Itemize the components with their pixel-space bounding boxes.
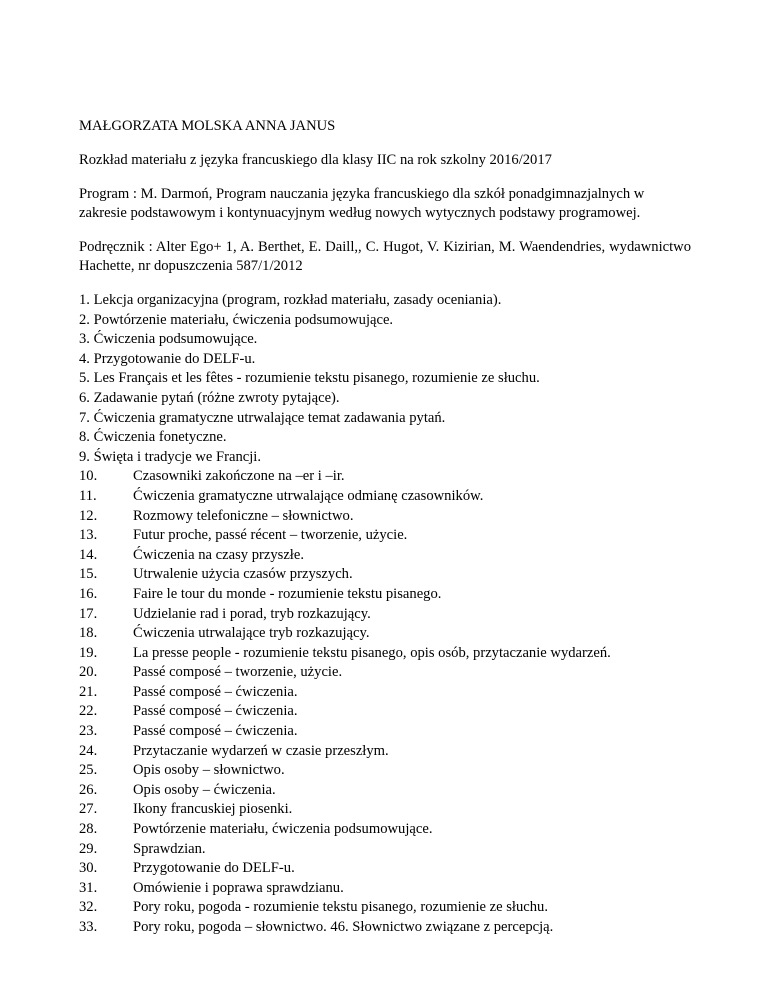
lesson-item — [79, 330, 691, 350]
lesson-item — [79, 448, 691, 468]
lesson-text: Ćwiczenia utrwalające tryb rozkazujący. — [133, 625, 370, 642]
lesson-text: Pory roku, pogoda - rozumienie tekstu pisanego, rozumienie ze słuchu. — [133, 899, 549, 916]
lesson-number: 11. — [79, 487, 97, 504]
lesson-item — [79, 702, 691, 722]
lesson-number: 10. — [79, 468, 98, 485]
lesson-text: Ćwiczenia fonetyczne. — [93, 429, 227, 446]
lesson-text: Faire le tour du monde - rozumienie tekstu pisanego. — [133, 585, 442, 602]
lesson-number: 9. — [79, 448, 90, 465]
lesson-number: 33. — [79, 919, 98, 935]
lesson-text: Rozmowy telefoniczne – słownictwo. — [133, 507, 354, 524]
lesson-text: Sprawdzian. — [133, 840, 206, 857]
lesson-item — [79, 487, 691, 507]
lesson-item — [79, 761, 691, 781]
lesson-number: 1. — [79, 292, 90, 308]
lesson-text: Zadawanie pytań (różne zwroty pytające). — [93, 389, 340, 406]
lesson-item — [79, 350, 691, 370]
lesson-item — [79, 898, 691, 918]
lesson-text: La presse people - rozumienie tekstu pisanego, opis osób, przytaczanie wydarzeń. — [133, 644, 611, 661]
lesson-item — [79, 820, 691, 840]
lesson-text: Powtórzenie materiału, ćwiczenia podsumowujące. — [133, 821, 433, 838]
document-title: Rozkład materiału z języka francuskiego dla klasy IIC na rok szkolny 2016/2017 — [79, 152, 552, 168]
lesson-text: Utrwalenie użycia czasów przyszych. — [133, 566, 353, 583]
lesson-text: Przygotowanie do DELF-u. — [133, 860, 295, 877]
lesson-item — [79, 781, 691, 801]
lesson-number: 12. — [79, 507, 98, 524]
lesson-number: 21. — [79, 683, 98, 700]
authors-line: MAŁGORZATA MOLSKA ANNA JANUS — [79, 118, 336, 134]
lesson-item — [79, 683, 691, 703]
lesson-text: Passé composé – ćwiczenia. — [133, 683, 298, 700]
lesson-item — [79, 605, 691, 625]
lesson-item — [79, 800, 691, 820]
lesson-item — [79, 742, 691, 762]
lesson-item — [79, 526, 691, 546]
lesson-item — [79, 663, 691, 683]
lesson-item — [79, 428, 691, 448]
lesson-text: Przygotowanie do DELF-u. — [93, 350, 256, 367]
lesson-text: Ćwiczenia podsumowujące. — [93, 331, 258, 348]
lesson-text: Passé composé – tworzenie, użycie. — [133, 664, 343, 681]
lesson-item — [79, 918, 691, 938]
lesson-text: Powtórzenie materiału, ćwiczenia podsumowujące. — [93, 311, 394, 328]
lesson-number: 28. — [79, 821, 98, 838]
lesson-item — [79, 311, 691, 331]
program-paragraph: Program : M. Darmoń, Program nauczania języka francuskiego dla szkół ponadgimnazjalnych w zakresie podstawowym i kontynuacyjnym według nowych wytycznych podstawy programowej. — [79, 186, 645, 221]
lesson-number: 7. — [79, 409, 90, 426]
lesson-text: Ikony francuskiej piosenki. — [133, 801, 293, 818]
lesson-item — [79, 291, 691, 311]
lesson-number: 6. — [79, 389, 90, 406]
lesson-item — [79, 565, 691, 585]
lesson-number: 5. — [79, 370, 90, 387]
lesson-item — [79, 840, 691, 860]
lesson-text: Futur proche, passé récent – tworzenie, użycie. — [133, 527, 408, 544]
lesson-number: 15. — [79, 566, 98, 583]
lesson-item — [79, 879, 691, 899]
lesson-number: 20. — [79, 664, 98, 681]
lesson-number: 17. — [79, 605, 98, 622]
lesson-text: Les Français et les fêtes - rozumienie tekstu pisanego, rozumienie ze słuchu. — [93, 370, 540, 387]
lesson-number: 2. — [79, 311, 90, 328]
lesson-number: 22. — [79, 703, 98, 720]
lesson-list — [79, 291, 691, 938]
lesson-text: Ćwiczenia gramatyczne utrwalające odmianę czasowników. — [133, 487, 484, 504]
lesson-item — [79, 369, 691, 389]
lesson-number: 24. — [79, 742, 98, 759]
lesson-item — [79, 859, 691, 879]
lesson-text: Udzielanie rad i porad, tryb rozkazujący. — [133, 605, 371, 622]
lesson-number: 4. — [79, 350, 90, 367]
lesson-number: 32. — [79, 899, 98, 916]
lesson-number: 13. — [79, 527, 98, 544]
lesson-number: 26. — [79, 781, 98, 798]
lesson-number: 25. — [79, 762, 98, 779]
lesson-number: 27. — [79, 801, 98, 818]
textbook-paragraph: Podręcznik : Alter Ego+ 1, A. Berthet, E. Daill,, C. Hugot, V. Kizirian, M. Waendendries, wydawnictwo Hachette, nr dopuszczenia 587/1/2012 — [79, 239, 691, 274]
lesson-number: 30. — [79, 860, 98, 877]
lesson-number: 18. — [79, 625, 98, 642]
lesson-number: 19. — [79, 644, 98, 661]
lesson-item — [79, 389, 691, 409]
lesson-item — [79, 624, 691, 644]
lesson-text: Opis osoby – ćwiczenia. — [133, 781, 276, 798]
lesson-text: Opis osoby – słownictwo. — [133, 762, 285, 779]
lesson-text: Lekcja organizacyjna (program, rozkład materiału, zasady oceniania). — [93, 292, 502, 308]
lesson-number: 23. — [79, 723, 98, 740]
lesson-number: 16. — [79, 585, 98, 602]
lesson-item — [79, 722, 691, 742]
document-page — [79, 117, 691, 938]
lesson-number: 3. — [79, 331, 90, 348]
lesson-number: 8. — [79, 429, 90, 446]
lesson-item — [79, 644, 691, 664]
lesson-number: 29. — [79, 840, 98, 857]
lesson-number: 14. — [79, 546, 98, 563]
lesson-text: Ćwiczenia gramatyczne utrwalające temat zadawania pytań. — [93, 409, 446, 426]
lesson-item — [79, 467, 691, 487]
lesson-item — [79, 546, 691, 566]
lesson-item — [79, 585, 691, 605]
lesson-text: Pory roku, pogoda – słownictwo. 46. Słownictwo związane z percepcją. — [133, 919, 554, 935]
lesson-item — [79, 409, 691, 429]
lesson-text: Czasowniki zakończone na –er i –ir. — [133, 468, 345, 485]
lesson-text: Święta i tradycje we Francji. — [93, 448, 261, 465]
lesson-text: Przytaczanie wydarzeń w czasie przeszłym. — [133, 742, 389, 759]
lesson-text: Passé composé – ćwiczenia. — [133, 703, 298, 720]
lesson-text: Ćwiczenia na czasy przyszłe. — [133, 546, 304, 563]
lesson-number: 31. — [79, 879, 98, 896]
lesson-text: Omówienie i poprawa sprawdzianu. — [133, 879, 344, 896]
lesson-text: Passé composé – ćwiczenia. — [133, 723, 298, 740]
lesson-item — [79, 507, 691, 527]
